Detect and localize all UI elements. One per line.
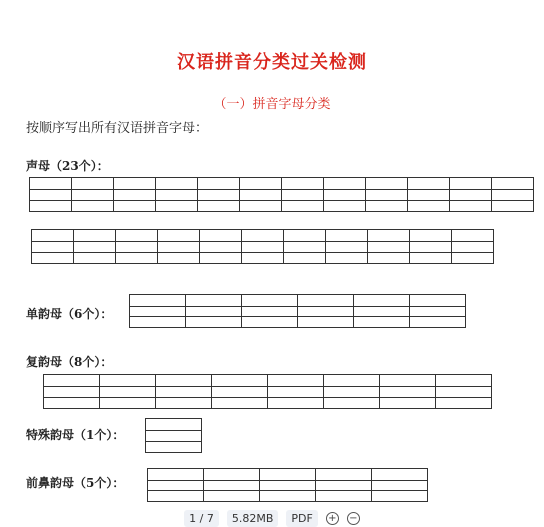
writing-cell [115,229,158,264]
zoom-out-icon[interactable]: − [347,512,360,525]
writing-cell [199,229,242,264]
front-nasal-finals-grid [147,468,428,502]
writing-cell [409,229,452,264]
special-final-label: 特殊韵母（1个）： [26,428,125,442]
writing-cell [71,177,114,212]
writing-cell [157,229,200,264]
writing-cell [211,374,268,409]
writing-cell [197,177,240,212]
writing-cell [203,468,260,502]
writing-cell [241,294,298,328]
writing-cell [323,374,380,409]
document-title: 汉语拼音分类过关检测 [177,52,367,73]
writing-cell [379,374,436,409]
viewer-footer-bar [0,510,544,527]
writing-cell [43,374,100,409]
writing-cell [409,294,466,328]
writing-cell [407,177,450,212]
writing-cell [267,374,324,409]
writing-cell [365,177,408,212]
file-format-badge: PDF [286,510,317,527]
writing-cell [435,374,492,409]
writing-cell [147,468,204,502]
writing-cell [99,374,156,409]
writing-cell [451,229,494,264]
writing-cell [283,229,326,264]
writing-cell [241,229,284,264]
writing-cell [323,177,366,212]
writing-cell [185,294,242,328]
writing-cell [259,468,316,502]
file-size-badge: 5.82MB [227,510,279,527]
compound-finals-grid [43,374,492,409]
writing-cell [73,229,116,264]
special-final-grid [145,418,202,453]
simple-finals-grid [129,294,466,328]
section-title: （一）拼音字母分类 [213,97,331,112]
writing-cell [239,177,282,212]
zoom-in-icon[interactable]: + [326,512,339,525]
writing-cell [155,374,212,409]
page-indicator[interactable]: 1 / 7 [184,510,219,527]
writing-cell [155,177,198,212]
writing-cell [367,229,410,264]
writing-cell [353,294,410,328]
compound-finals-label: 复韵母（8个）： [26,355,113,369]
writing-cell [281,177,324,212]
writing-cell [325,229,368,264]
writing-cell [145,418,202,453]
writing-cell [29,177,72,212]
writing-cell [129,294,186,328]
writing-cell [31,229,74,264]
initials-label: 声母（23个）： [26,159,109,173]
instruction-text: 按顺序写出所有汉语拼音字母： [26,121,209,136]
initials-grid-row-1 [29,177,534,212]
writing-cell [371,468,428,502]
writing-cell [315,468,372,502]
writing-cell [449,177,492,212]
simple-finals-label: 单韵母（6个）： [26,307,113,321]
writing-cell [113,177,156,212]
writing-cell [297,294,354,328]
writing-cell [491,177,534,212]
initials-grid-row-2 [31,229,494,264]
front-nasal-finals-label: 前鼻韵母（5个）： [26,476,125,490]
